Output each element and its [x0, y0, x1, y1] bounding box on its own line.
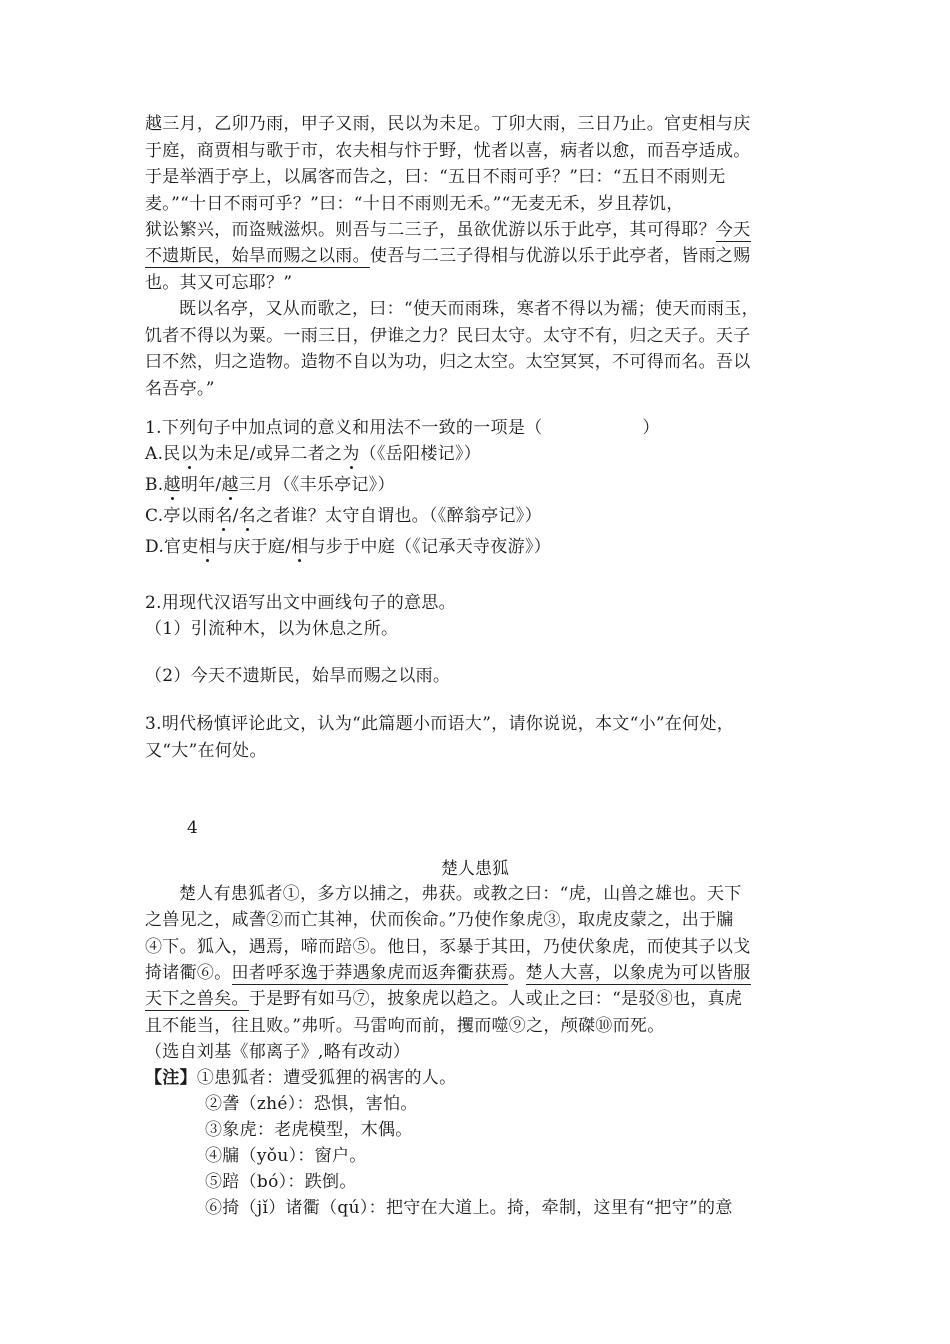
option-d: D.官吏相与庆于庭/相与步于中庭（《记承天寺夜游》）: [145, 537, 551, 557]
passage-title: 楚人患狐: [441, 859, 509, 879]
passage2-line: 掎诸衢⑥。田者呼豕逸于莽遇象虎而返奔衢获焉。楚人大喜，以象虎为可以皆服: [145, 963, 751, 983]
option-b: B.越明年/越三月（《丰乐亭记》）: [145, 475, 395, 495]
question-3-line: 3.明代杨慎评论此文，认为“此篇题小而语大”，请你说说，本文“小”在何处，: [145, 714, 735, 734]
note-line: ④牖（yǒu）：窗户。: [205, 1146, 367, 1166]
dotted-word: 越: [221, 475, 239, 495]
underlined-sentence: 天下之兽矣。: [145, 989, 249, 1009]
dotted-word: 相: [291, 537, 309, 557]
option-a: A.民以为未足/或异二者之为（《岳阳楼记》）: [145, 444, 482, 464]
dotted-word: 名: [215, 506, 233, 526]
note-line: ⑥掎（jǐ）诸衢（qú）：把守在大道上。掎，牵制，这里有“把守”的意: [205, 1198, 733, 1218]
underlined-sentence: 田者呼豕逸于莽遇象虎而返奔衢获焉: [231, 963, 509, 983]
passage1-line: 曰不然，归之造物。造物不自以为功，归之太空。太空冥冥，不可得而名。吾以: [145, 352, 751, 372]
note-line: ⑤踣（bó）：跌倒。: [205, 1172, 357, 1192]
notes-label: 【注】: [145, 1068, 197, 1088]
note-line: 【注】①患狐者：遭受狐狸的祸害的人。: [145, 1068, 457, 1088]
underlined-sentence: 楚人大喜，以象虎为可以皆服: [525, 963, 751, 983]
dotted-word: 相: [198, 537, 216, 557]
option-c: C.亭以雨名/名之者谁？太守自谓也。（《醉翁亭记》）: [145, 506, 542, 526]
dotted-word: 名: [238, 506, 256, 526]
question-2-sentence-1: （1）引流种木，以为休息之所。: [145, 619, 399, 639]
dotted-word: 越: [163, 475, 181, 495]
dotted-word: 为: [342, 444, 360, 464]
passage1-line: 越三月，乙卯乃雨，甲子又雨，民以为未足。丁卯大雨，三日乃止。官吏相与庆: [145, 114, 751, 134]
question-3-line: 又“大”在何处。: [145, 741, 267, 761]
section-number: 4: [187, 818, 198, 838]
passage1-line: 既以名亭，又从而歌之，曰：“使天而雨珠，寒者不得以为襦；使天而雨玉，: [179, 299, 759, 319]
underlined-sentence: 今天: [715, 220, 751, 240]
passage1-line: 不遗斯民，始旱而赐之以雨。使吾与二三子得相与优游以乐于此亭者，皆雨之赐: [145, 246, 751, 266]
passage2-line: ④下。狐入，遇焉，啼而踣⑤。他日，豕暴于其田，乃使伏象虎，而使其子以戈: [145, 937, 751, 957]
passage1-line: 于是举酒于亭上，以属客而告之，曰：“五日不雨可乎？”曰：“五日不雨则无: [145, 167, 726, 187]
dotted-word: 以: [180, 444, 198, 464]
passage2-line: 天下之兽矣。于是野有如马⑦，披象虎以趋之。人或止之曰：“是驳⑧也，真虎: [145, 989, 743, 1009]
question-2-sentence-2: （2）今天不遗斯民，始旱而赐之以雨。: [145, 666, 451, 686]
passage2-line: 楚人有患狐者①，多方以捕之，弗获。或教之曰：“虎，山兽之雄也。天下: [179, 884, 742, 904]
passage1-line: 也。其又可忘耶？”: [145, 273, 293, 293]
question-2-stem: 2.用现代汉语写出文中画线句子的意思。: [145, 593, 456, 613]
passage1-line: 名吾亭。”: [145, 379, 215, 399]
passage1-line: 饥者不得以为粟。一雨三日，伊谁之力？民曰太守。太守不有，归之天子。天子: [145, 326, 751, 346]
source-citation: （选自刘基《郁离子》,略有改动）: [145, 1042, 411, 1062]
passage1-line: 麦。”“十日不雨可乎？”曰：“十日不雨则无禾。”“无麦无禾，岁且荐饥，: [145, 194, 684, 214]
passage2-line: 之兽见之，咸詟②而亡其神，伏而俟命。”乃使作象虎③，取虎皮蒙之，出于牖: [145, 910, 734, 930]
passage1-line: 狱讼繁兴，而盗贼滋炽。则吾与二三子，虽欲优游以乐于此亭，其可得耶？今天: [145, 220, 751, 240]
note-line: ③象虎：老虎模型，木偶。: [205, 1120, 413, 1140]
passage2-line: 且不能当，往且败。”弗听。马雷呴而前，攫而噬⑨之，颅磔⑩而死。: [145, 1016, 665, 1036]
note-line: ②詟（zhé）：恐惧，害怕。: [205, 1094, 418, 1114]
underlined-sentence: 不遗斯民，始旱而赐之以雨。: [145, 246, 370, 266]
question-1-stem: 1.下列句子中加点词的意义和用法不一致的一项是（ ）: [145, 418, 660, 438]
passage1-line: 于庭，商贾相与歌于市，农夫相与忭于野，忧者以喜，病者以愈，而吾亭适成。: [145, 141, 751, 161]
